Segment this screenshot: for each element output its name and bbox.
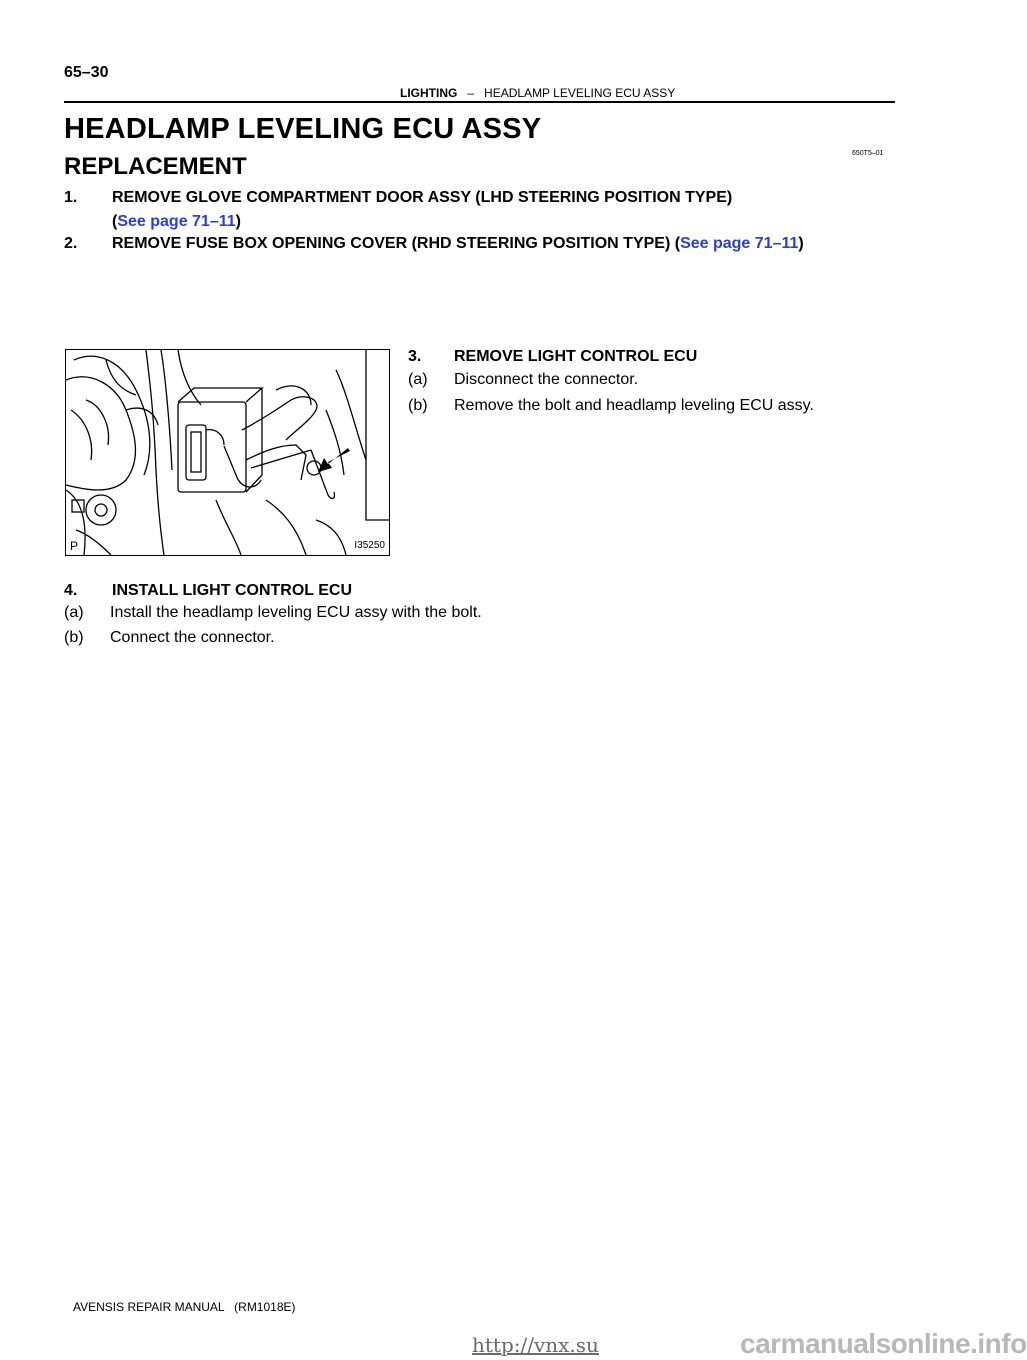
page-subtitle: REPLACEMENT [64, 153, 247, 180]
arrow-icon [318, 448, 350, 472]
page-number: 65–30 [64, 64, 109, 81]
step-text: REMOVE GLOVE COMPARTMENT DOOR ASSY (LHD STEERING POSITION TYPE) [112, 189, 733, 206]
step-1-reference [112, 213, 241, 231]
watermark-link[interactable]: http://vnx.su [472, 1333, 599, 1357]
substep-text: Install the headlamp leveling ECU assy with the bolt. [110, 604, 482, 621]
figure-corner-mark: P [70, 539, 79, 553]
step-text: REMOVE LIGHT CONTROL ECU [454, 348, 698, 365]
substep-text: Remove the bolt and headlamp leveling ECU assy. [454, 397, 814, 414]
paren-close: ) [235, 213, 241, 230]
header-separator: – [467, 86, 475, 100]
step-number: 2. [64, 235, 78, 252]
step-text: INSTALL LIGHT CONTROL ECU [112, 582, 352, 599]
footer-manual-title: AVENSIS REPAIR MANUAL (RM1018E) [73, 1300, 296, 1314]
step-text-line [112, 235, 804, 253]
page-title: HEADLAMP LEVELING ECU ASSY [64, 113, 542, 145]
substep-label: (a) [408, 371, 428, 388]
step-number: 1. [64, 189, 78, 206]
document-code: 650T5–01 [852, 150, 884, 157]
header-section: LIGHTING [400, 86, 458, 100]
paren-open: ( [112, 213, 118, 230]
ecu-illustration [66, 350, 389, 555]
step-number: 3. [408, 348, 422, 365]
step-text: REMOVE FUSE BOX OPENING COVER (RHD STEERING POSITION TYPE) ( [112, 235, 681, 252]
see-page-link[interactable]: See page 71–11 [117, 213, 236, 230]
header-rule [64, 101, 895, 103]
substep-text: Connect the connector. [110, 629, 275, 646]
figure-illustration [65, 349, 390, 556]
substep-label: (b) [64, 629, 84, 646]
step-number: 4. [64, 582, 78, 599]
header-subsection: HEADLAMP LEVELING ECU ASSY [484, 86, 676, 100]
substep-label: (a) [64, 604, 84, 621]
paren-close: ) [798, 235, 804, 252]
site-watermark: carmanualsonline.info [740, 1328, 1027, 1359]
see-page-link[interactable]: See page 71–11 [680, 235, 799, 252]
substep-label: (b) [408, 397, 428, 414]
figure-id: I35250 [354, 540, 385, 551]
running-header [400, 86, 675, 100]
substep-text: Disconnect the connector. [454, 371, 639, 388]
